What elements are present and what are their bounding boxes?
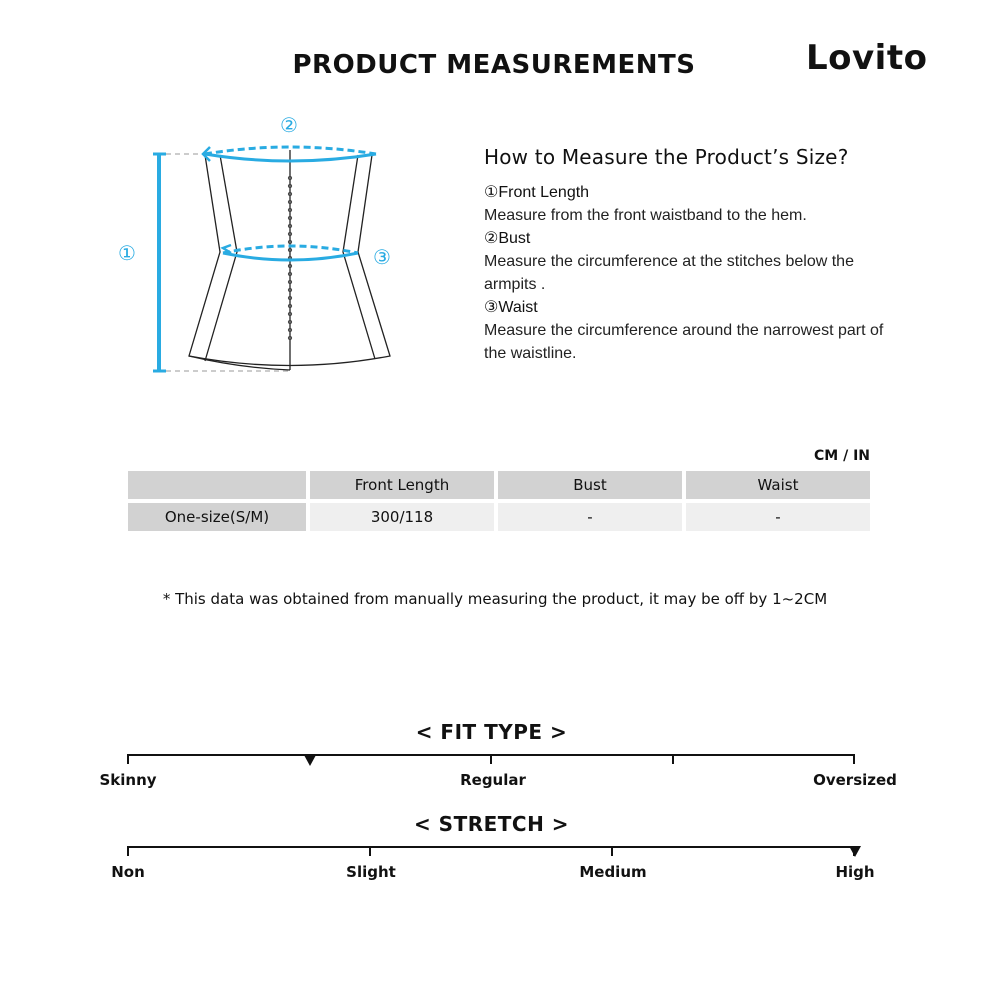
fit-type-pointer: [304, 755, 316, 766]
stretch-tick: [127, 846, 129, 856]
size-table: [124, 467, 874, 535]
fit-type-label-regular: Regular: [460, 771, 526, 789]
garment-diagram: [100, 100, 420, 400]
table-row-size: One-size(S/M): [128, 503, 306, 531]
bust-title: ②Bust: [484, 230, 531, 247]
marker-bust: ②: [280, 113, 298, 137]
measurement-note: * This data was obtained from manually measuring the product, it may be off by 1~2CM: [162, 590, 828, 608]
page-title: PRODUCT MEASUREMENTS: [292, 50, 696, 80]
table-cell-front-length: 300/118: [310, 503, 494, 531]
table-header-front-length: Front Length: [310, 471, 494, 499]
stretch-tick: [611, 846, 613, 856]
measure-instructions: [484, 145, 904, 365]
stretch-line: [128, 846, 855, 848]
fit-type-tick: [127, 754, 129, 764]
brand-logo: Lovito: [806, 38, 928, 78]
fit-type-tick: [853, 754, 855, 764]
fit-type-tick: [490, 754, 492, 764]
table-cell-bust: -: [498, 503, 682, 531]
stretch-pointer: [849, 846, 861, 857]
stretch-tick: [369, 846, 371, 856]
stretch-label-non: Non: [111, 863, 145, 881]
stretch-title: < STRETCH >: [413, 812, 570, 836]
stretch-label-high: High: [835, 863, 875, 881]
table-cell-waist: -: [686, 503, 870, 531]
waist-desc: Measure the circumference around the narrowest part of the waistline.: [484, 322, 884, 362]
howto-heading: How to Measure the Product’s Size?: [484, 145, 849, 169]
bust-desc: Measure the circumference at the stitches below the armpits .: [484, 253, 854, 293]
fit-type-label-oversized: Oversized: [813, 771, 897, 789]
table-header-bust: Bust: [498, 471, 682, 499]
front-length-title: ①Front Length: [484, 184, 590, 201]
waist-title: ③Waist: [484, 299, 538, 316]
table-header-row: [128, 471, 870, 499]
table-row: [128, 503, 870, 531]
table-header-size: [128, 471, 306, 499]
stretch-label-medium: Medium: [579, 863, 647, 881]
marker-waist: ③: [373, 245, 391, 269]
unit-label: CM / IN: [814, 448, 870, 464]
marker-front-length: ①: [118, 241, 136, 265]
front-length-desc: Measure from the front waistband to the hem.: [484, 207, 807, 224]
fit-type-label-skinny: Skinny: [99, 771, 157, 789]
fit-type-tick: [672, 754, 674, 764]
table-header-waist: Waist: [686, 471, 870, 499]
stretch-label-slight: Slight: [346, 863, 396, 881]
fit-type-title: < FIT TYPE >: [415, 720, 568, 744]
